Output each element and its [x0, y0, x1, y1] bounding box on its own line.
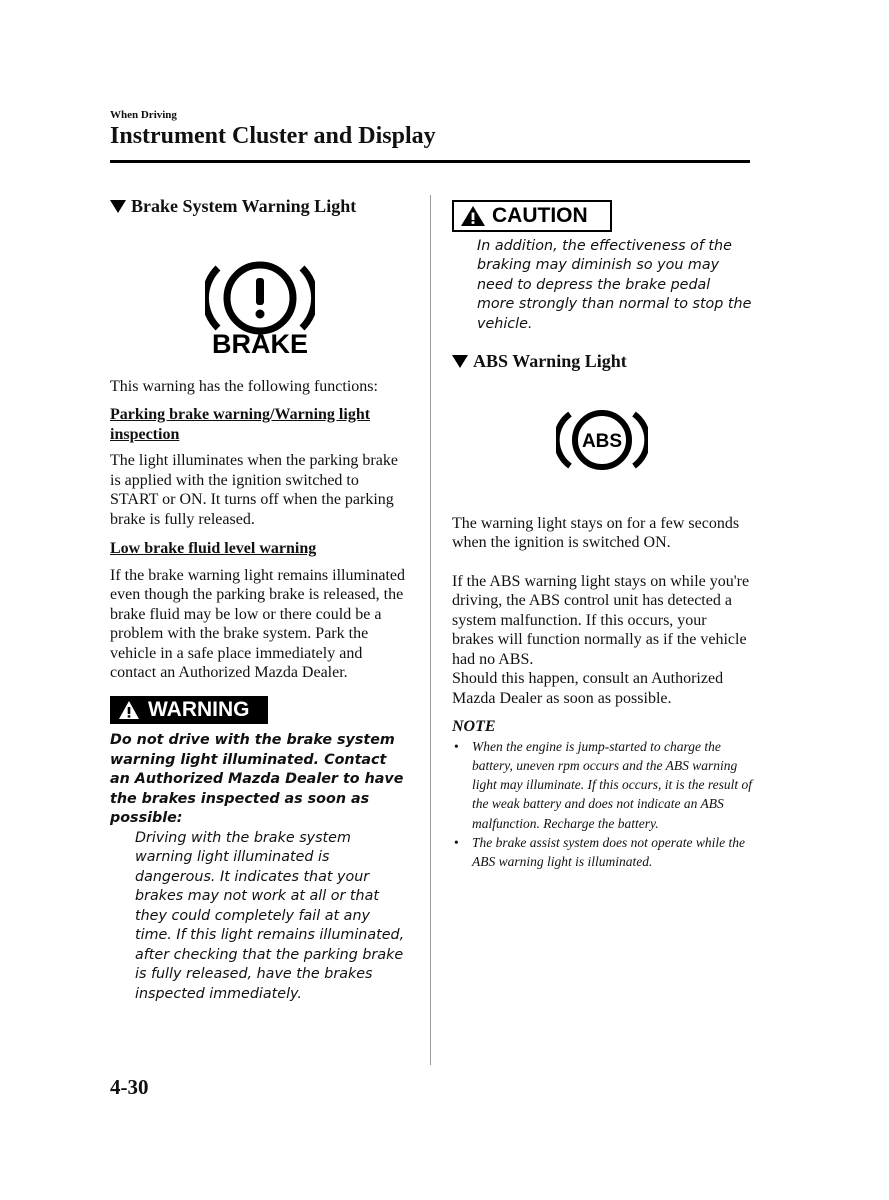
abs-paragraph-3: Should this happen, consult an Authorized Mazda Dealer as soon as possible. [452, 670, 724, 707]
note-list [452, 737, 752, 872]
note-item: • The brake assist system does not operate while the ABS warning light is illuminated. [454, 834, 745, 870]
abs-paragraph-1: The warning light stays on for a few seconds when the ignition is switched ON. [452, 514, 740, 551]
abs-warning-heading [452, 352, 752, 372]
caution-triangle-icon [460, 205, 486, 227]
caution-box [452, 200, 752, 334]
brake-warning-heading-text: Brake System Warning Light [131, 196, 357, 216]
brake-warning-heading [110, 197, 410, 217]
abs-paragraph-2: If the ABS warning light stays on while you're driving, the ABS control unit has detected a system malfunction. If this occurs, your brakes will function normally as if the vehicle had no ABS. [452, 572, 750, 668]
warning-label: WARNING [148, 697, 250, 721]
left-column [110, 197, 410, 1004]
caution-label: CAUTION [492, 204, 588, 227]
subheading-low-fluid: Low brake fluid level warning [110, 540, 317, 557]
abs-icon-text: ABS [581, 430, 623, 452]
intro-text: This warning has the following functions: [110, 377, 378, 395]
warning-triangle-icon [118, 700, 140, 720]
caution-badge [452, 200, 612, 232]
triangle-down-icon [452, 355, 468, 368]
title-rule [110, 160, 750, 163]
warning-box [110, 696, 410, 1005]
page-number: 4-30 [110, 1075, 149, 1099]
warning-lead: Do not drive with the brake system warning light illuminated. Contact an Authorized Mazda Dealer to have the brakes inspected as soon as possible: [110, 732, 404, 826]
abs-warning-icon [452, 404, 752, 476]
brake-warning-icon [110, 251, 410, 355]
abs-warning-heading-text: ABS Warning Light [473, 351, 627, 371]
page-title: Instrument Cluster and Display [110, 123, 436, 149]
paragraph-low-fluid: If the brake warning light remains illuminated even though the parking brake is released, the brake fluid may be low or there could be a problem with the brake system. Park the vehicle in a safe place immediately and contact an Authorized Mazda Dealer. [110, 566, 406, 681]
bullet-icon: • [454, 738, 459, 754]
warning-body: Driving with the brake system warning light illuminated is dangerous. It indicates that your brakes may not work at all or that they could completely fail at any time. If this light remains illuminated, after checking that the parking brake is fully released, have the brakes inspected immediately. [135, 829, 405, 1002]
brake-icon-text: BRAKE [211, 328, 309, 355]
right-column [452, 200, 752, 872]
bullet-icon: • [454, 834, 459, 850]
subheading-parking-brake: Parking brake warning/Warning light inspection [110, 406, 371, 443]
note-title: NOTE [452, 718, 496, 735]
paragraph-parking-brake: The light illuminates when the parking brake is applied with the ignition switched to START or ON. It turns off when the parking brake is fully released. [110, 452, 398, 528]
triangle-down-icon [110, 200, 126, 213]
note-item: • When the engine is jump-started to charge the battery, uneven rpm occurs and the ABS warning light may illuminate. If this occurs, it is the result of the weak battery and does not indicate an ABS malfunction. Recharge the battery. [454, 738, 752, 831]
warning-badge [110, 696, 268, 724]
section-label: When Driving [110, 109, 177, 121]
caution-body: In addition, the effectiveness of the braking may diminish so you may need to depress the brake pedal more strongly than normal to stop the vehicle. [477, 237, 752, 332]
column-divider [430, 195, 431, 1065]
